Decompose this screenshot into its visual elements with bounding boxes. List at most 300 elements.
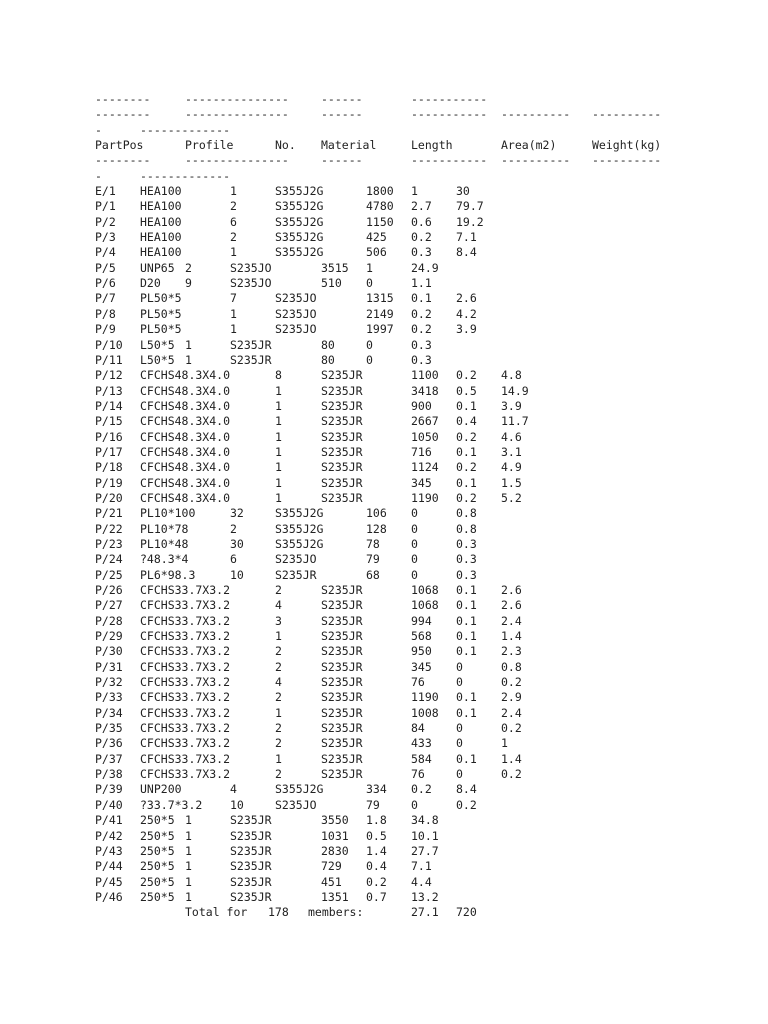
cell-material: S235JR bbox=[321, 383, 363, 398]
cell-length: 716 bbox=[411, 444, 432, 459]
cell-profile: CFCHS33.7X3.2 bbox=[140, 613, 231, 628]
header-area: Area(m2) bbox=[501, 138, 557, 153]
cell-weight: 4.9 bbox=[501, 460, 522, 475]
table-row bbox=[95, 660, 768, 675]
table-row bbox=[95, 184, 768, 199]
cell-profile: 250*5 bbox=[140, 859, 175, 874]
cell-part-pos: P/4 bbox=[95, 245, 116, 260]
cell-part-pos: P/5 bbox=[95, 260, 116, 275]
cell-material: S355J2G bbox=[275, 230, 324, 245]
cell-material: S235JR bbox=[230, 828, 272, 843]
cell-profile: CFCHS33.7X3.2 bbox=[140, 721, 231, 736]
cell-profile: PL10*48 bbox=[140, 536, 189, 551]
cell-area: 0 bbox=[411, 567, 418, 582]
cell-length: 345 bbox=[411, 475, 432, 490]
cell-weight: 0.3 bbox=[456, 567, 477, 582]
cell-quantity: 9 bbox=[185, 276, 192, 291]
cell-quantity: 1 bbox=[275, 383, 282, 398]
cell-part-pos: P/15 bbox=[95, 414, 123, 429]
total-line bbox=[95, 905, 768, 920]
cell-material: S235JR bbox=[321, 598, 363, 613]
cell-length: 451 bbox=[321, 874, 342, 889]
table-row bbox=[95, 291, 768, 306]
cell-material: S355J2G bbox=[275, 214, 324, 229]
cell-weight: 24.9 bbox=[411, 260, 439, 275]
cell-quantity: 2 bbox=[275, 736, 282, 751]
cell-quantity: 1 bbox=[275, 444, 282, 459]
cell-area: 1 bbox=[411, 184, 418, 199]
cell-length: 1351 bbox=[321, 889, 349, 904]
cell-material: S235JR bbox=[321, 675, 363, 690]
cell-material: S235JR bbox=[321, 659, 363, 674]
cell-length: 79 bbox=[366, 797, 380, 812]
cell-quantity: 1 bbox=[185, 828, 192, 843]
table-row bbox=[95, 721, 768, 736]
cell-weight: 0.8 bbox=[456, 521, 477, 536]
cell-material: S355J2G bbox=[275, 199, 324, 214]
rule-segment: --------------- bbox=[185, 107, 289, 122]
total-label: Total for bbox=[185, 905, 248, 920]
cell-profile: CFCHS48.3X4.0 bbox=[140, 383, 231, 398]
rule-segment: ---------- bbox=[592, 107, 662, 122]
header-rule-1 bbox=[95, 92, 768, 107]
header-weight: Weight(kg) bbox=[592, 138, 662, 153]
cell-length: 3550 bbox=[321, 813, 349, 828]
cell-material: S235JR bbox=[321, 705, 363, 720]
cell-weight: 2.3 bbox=[501, 644, 522, 659]
cell-profile: HEA100 bbox=[140, 245, 182, 260]
table-row bbox=[95, 245, 768, 260]
cell-part-pos: P/31 bbox=[95, 659, 123, 674]
header-rule-2-wrap bbox=[95, 123, 768, 138]
cell-length: 334 bbox=[366, 782, 387, 797]
cell-quantity: 2 bbox=[185, 260, 192, 275]
cell-material: S235JR bbox=[321, 751, 363, 766]
cell-profile: 250*5 bbox=[140, 813, 175, 828]
cell-length: 1100 bbox=[411, 368, 439, 383]
cell-profile: 250*5 bbox=[140, 828, 175, 843]
cell-area: 0.1 bbox=[456, 475, 477, 490]
cell-profile: CFCHS48.3X4.0 bbox=[140, 460, 231, 475]
cell-length: 1008 bbox=[411, 705, 439, 720]
table-row bbox=[95, 690, 768, 705]
rule-segment: --------------- bbox=[185, 92, 289, 106]
cell-material: S235JR bbox=[275, 567, 317, 582]
cell-quantity: 1 bbox=[185, 337, 192, 352]
cell-material: S355J2G bbox=[275, 184, 324, 199]
cell-quantity: 10 bbox=[230, 567, 244, 582]
cell-area: 0.1 bbox=[456, 598, 477, 613]
cell-profile: UNP200 bbox=[140, 782, 182, 797]
cell-material: S235JR bbox=[230, 843, 272, 858]
table-row bbox=[95, 675, 768, 690]
cell-quantity: 1 bbox=[185, 352, 192, 367]
cell-profile: CFCHS33.7X3.2 bbox=[140, 736, 231, 751]
cell-quantity: 2 bbox=[275, 767, 282, 782]
cell-length: 584 bbox=[411, 751, 432, 766]
cell-area: 0.1 bbox=[411, 291, 432, 306]
cell-part-pos: P/39 bbox=[95, 782, 123, 797]
rule-segment: -------- bbox=[95, 107, 151, 122]
header-number: No. bbox=[275, 138, 296, 153]
cell-area: 0.3 bbox=[411, 245, 432, 260]
cell-length: 1190 bbox=[411, 690, 439, 705]
cell-profile: CFCHS33.7X3.2 bbox=[140, 644, 231, 659]
cell-length: 76 bbox=[411, 767, 425, 782]
rule-segment: ------------- bbox=[140, 122, 231, 137]
cell-material: S235JO bbox=[275, 306, 317, 321]
rule-segment: ------ bbox=[321, 107, 363, 122]
cell-weight: 79.7 bbox=[456, 199, 484, 214]
cell-profile: CFCHS48.3X4.0 bbox=[140, 475, 231, 490]
cell-part-pos: P/13 bbox=[95, 383, 123, 398]
cell-weight: 1 bbox=[501, 736, 508, 751]
cell-quantity: 2 bbox=[275, 659, 282, 674]
cell-part-pos: P/40 bbox=[95, 797, 123, 812]
cell-area: 0 bbox=[411, 536, 418, 551]
cell-weight: 1.4 bbox=[501, 629, 522, 644]
cell-length: 80 bbox=[321, 352, 335, 367]
cell-quantity: 2 bbox=[275, 583, 282, 597]
cell-weight: 0.2 bbox=[501, 675, 522, 690]
cell-weight: 0.3 bbox=[411, 352, 432, 367]
cell-part-pos: P/20 bbox=[95, 490, 123, 505]
header-rule-2 bbox=[95, 107, 768, 122]
cell-area: 0.1 bbox=[456, 583, 477, 597]
cell-quantity: 1 bbox=[185, 843, 192, 858]
cell-length: 1068 bbox=[411, 583, 439, 597]
cell-profile: PL50*5 bbox=[140, 306, 182, 321]
cell-part-pos: P/30 bbox=[95, 644, 123, 659]
cell-part-pos: P/12 bbox=[95, 368, 123, 383]
cell-part-pos: P/7 bbox=[95, 291, 116, 306]
cell-area: 2.7 bbox=[411, 199, 432, 214]
rule-segment: ----------- bbox=[411, 107, 488, 122]
cell-area: 0.2 bbox=[411, 306, 432, 321]
cell-weight: 0.2 bbox=[501, 767, 522, 782]
cell-weight: 4.6 bbox=[501, 429, 522, 444]
table-row bbox=[95, 445, 768, 460]
cell-profile: PL10*78 bbox=[140, 521, 189, 536]
table-row bbox=[95, 859, 768, 874]
cell-quantity: 1 bbox=[275, 429, 282, 444]
cell-area: 0.1 bbox=[456, 705, 477, 720]
cell-quantity: 7 bbox=[230, 291, 237, 306]
cell-profile: 250*5 bbox=[140, 843, 175, 858]
cell-length: 68 bbox=[366, 567, 380, 582]
table-row bbox=[95, 782, 768, 797]
table-row bbox=[95, 552, 768, 567]
cell-area: 1.4 bbox=[366, 843, 387, 858]
table-row bbox=[95, 430, 768, 445]
cell-area: 0 bbox=[456, 736, 463, 751]
cell-part-pos: P/26 bbox=[95, 583, 123, 597]
cell-material: S235JR bbox=[321, 583, 363, 597]
total-count: 178 bbox=[268, 905, 289, 920]
cell-weight: 7.1 bbox=[411, 859, 432, 874]
cell-area: 0 bbox=[411, 506, 418, 521]
cell-length: 900 bbox=[411, 398, 432, 413]
table-row bbox=[95, 322, 768, 337]
cell-material: S355J2G bbox=[275, 536, 324, 551]
cell-quantity: 1 bbox=[275, 751, 282, 766]
cell-part-pos: P/18 bbox=[95, 460, 123, 475]
table-row bbox=[95, 875, 768, 890]
cell-part-pos: P/11 bbox=[95, 352, 123, 367]
table-row bbox=[95, 338, 768, 353]
cell-area: 0.2 bbox=[456, 368, 477, 383]
cell-part-pos: P/28 bbox=[95, 613, 123, 628]
cell-quantity: 1 bbox=[185, 859, 192, 874]
cell-area: 0.2 bbox=[366, 874, 387, 889]
cell-weight: 1.1 bbox=[411, 276, 432, 291]
cell-profile: L50*5 bbox=[140, 352, 175, 367]
cell-area: 0 bbox=[366, 337, 373, 352]
cell-profile: HEA100 bbox=[140, 199, 182, 214]
rule-segment: ----------- bbox=[411, 153, 488, 168]
cell-quantity: 1 bbox=[275, 460, 282, 475]
cell-weight: 0.3 bbox=[456, 552, 477, 567]
cell-length: 78 bbox=[366, 536, 380, 551]
cell-part-pos: P/34 bbox=[95, 705, 123, 720]
cell-length: 106 bbox=[366, 506, 387, 521]
rule-segment: - bbox=[95, 122, 102, 137]
header-rule-3-wrap bbox=[95, 169, 768, 184]
cell-length: 1050 bbox=[411, 429, 439, 444]
table-row bbox=[95, 522, 768, 537]
cell-material: S235JR bbox=[230, 337, 272, 352]
cell-area: 0 bbox=[456, 675, 463, 690]
cell-part-pos: P/23 bbox=[95, 536, 123, 551]
header-partpos: PartPos bbox=[95, 138, 144, 153]
cell-area: 0.1 bbox=[456, 751, 477, 766]
table-row bbox=[95, 644, 768, 659]
member-rows bbox=[95, 184, 768, 905]
cell-weight: 34.8 bbox=[411, 813, 439, 828]
cell-material: S235JR bbox=[321, 490, 363, 505]
cell-profile: 250*5 bbox=[140, 874, 175, 889]
cell-quantity: 1 bbox=[230, 245, 237, 260]
cell-profile: L50*5 bbox=[140, 337, 175, 352]
cell-material: S235JR bbox=[321, 475, 363, 490]
cell-area: 0.2 bbox=[411, 230, 432, 245]
cell-quantity: 2 bbox=[230, 199, 237, 214]
cell-length: 3418 bbox=[411, 383, 439, 398]
cell-weight: 7.1 bbox=[456, 230, 477, 245]
cell-material: S235JR bbox=[321, 414, 363, 429]
cell-quantity: 1 bbox=[185, 813, 192, 828]
cell-profile: HEA100 bbox=[140, 214, 182, 229]
cell-part-pos: P/8 bbox=[95, 306, 116, 321]
cell-area: 0 bbox=[411, 797, 418, 812]
cell-weight: 2.4 bbox=[501, 705, 522, 720]
cell-profile: PL6*98.3 bbox=[140, 567, 196, 582]
table-row bbox=[95, 736, 768, 751]
cell-length: 1150 bbox=[366, 214, 394, 229]
column-headers bbox=[95, 138, 768, 153]
cell-weight: 2.9 bbox=[501, 690, 522, 705]
cell-weight: 10.1 bbox=[411, 828, 439, 843]
cell-quantity: 1 bbox=[230, 306, 237, 321]
cell-area: 0.5 bbox=[366, 828, 387, 843]
cell-profile: CFCHS48.3X4.0 bbox=[140, 429, 231, 444]
cell-part-pos: P/32 bbox=[95, 675, 123, 690]
cell-material: S235JR bbox=[230, 813, 272, 828]
cell-part-pos: P/3 bbox=[95, 230, 116, 245]
cell-material: S235JR bbox=[230, 874, 272, 889]
cell-profile: ?48.3*4 bbox=[140, 552, 189, 567]
cell-part-pos: P/29 bbox=[95, 629, 123, 644]
cell-area: 0 bbox=[411, 552, 418, 567]
cell-area: 0.1 bbox=[456, 644, 477, 659]
cell-material: S235JO bbox=[275, 322, 317, 337]
cell-quantity: 2 bbox=[275, 690, 282, 705]
cell-part-pos: P/41 bbox=[95, 813, 123, 828]
cell-length: 1190 bbox=[411, 490, 439, 505]
cell-material: S355J2G bbox=[275, 521, 324, 536]
cell-length: 2830 bbox=[321, 843, 349, 858]
cell-area: 1 bbox=[366, 260, 373, 275]
cell-part-pos: P/33 bbox=[95, 690, 123, 705]
cell-length: 506 bbox=[366, 245, 387, 260]
cell-part-pos: P/42 bbox=[95, 828, 123, 843]
cell-material: S235JR bbox=[321, 398, 363, 413]
cell-profile: CFCHS48.3X4.0 bbox=[140, 444, 231, 459]
cell-profile: HEA100 bbox=[140, 184, 182, 199]
table-row bbox=[95, 261, 768, 276]
table-row bbox=[95, 706, 768, 721]
table-row bbox=[95, 384, 768, 399]
table-row bbox=[95, 476, 768, 491]
rule-segment: ----------- bbox=[411, 92, 488, 106]
cell-area: 0 bbox=[366, 352, 373, 367]
cell-quantity: 30 bbox=[230, 536, 244, 551]
cell-quantity: 1 bbox=[275, 414, 282, 429]
table-row bbox=[95, 583, 768, 598]
rule-segment: ---------- bbox=[501, 153, 571, 168]
cell-material: S235JR bbox=[321, 444, 363, 459]
table-row bbox=[95, 491, 768, 506]
cell-part-pos: P/35 bbox=[95, 721, 123, 736]
cell-length: 950 bbox=[411, 644, 432, 659]
cell-quantity: 2 bbox=[275, 644, 282, 659]
cell-profile: PL10*100 bbox=[140, 506, 196, 521]
rule-segment: --------------- bbox=[185, 153, 289, 168]
cell-length: 994 bbox=[411, 613, 432, 628]
cell-part-pos: P/46 bbox=[95, 889, 123, 904]
cell-weight: 2.6 bbox=[501, 598, 522, 613]
cell-part-pos: P/14 bbox=[95, 398, 123, 413]
table-row bbox=[95, 598, 768, 613]
cell-quantity: 4 bbox=[230, 782, 237, 797]
cell-part-pos: P/25 bbox=[95, 567, 123, 582]
cell-weight: 0.2 bbox=[456, 797, 477, 812]
cell-weight: 1.4 bbox=[501, 751, 522, 766]
cell-material: S235JR bbox=[321, 613, 363, 628]
cell-material: S235JR bbox=[321, 767, 363, 782]
cell-profile: CFCHS48.3X4.0 bbox=[140, 368, 231, 383]
cell-part-pos: P/17 bbox=[95, 444, 123, 459]
cell-length: 345 bbox=[411, 659, 432, 674]
cell-quantity: 10 bbox=[230, 797, 244, 812]
table-row bbox=[95, 368, 768, 383]
cell-area: 0.7 bbox=[366, 889, 387, 904]
cell-area: 0.2 bbox=[456, 429, 477, 444]
cell-quantity: 8 bbox=[275, 368, 282, 383]
cell-part-pos: P/9 bbox=[95, 322, 116, 337]
cell-part-pos: E/1 bbox=[95, 184, 116, 199]
cell-weight: 2.6 bbox=[456, 291, 477, 306]
cell-quantity: 2 bbox=[230, 230, 237, 245]
header-material: Material bbox=[321, 138, 377, 153]
cell-weight: 3.1 bbox=[501, 444, 522, 459]
cell-quantity: 1 bbox=[230, 184, 237, 199]
cell-weight: 0.3 bbox=[456, 536, 477, 551]
table-row bbox=[95, 568, 768, 583]
cell-part-pos: P/2 bbox=[95, 214, 116, 229]
cell-material: S235JR bbox=[321, 429, 363, 444]
cell-weight: 4.2 bbox=[456, 306, 477, 321]
cell-area: 0.1 bbox=[456, 444, 477, 459]
cell-profile: CFCHS33.7X3.2 bbox=[140, 690, 231, 705]
cell-material: S235JR bbox=[230, 889, 272, 904]
cell-area: 1.8 bbox=[366, 813, 387, 828]
cell-part-pos: P/19 bbox=[95, 475, 123, 490]
cell-material: S235JR bbox=[321, 690, 363, 705]
cell-length: 1068 bbox=[411, 598, 439, 613]
cell-material: S355J2G bbox=[275, 506, 324, 521]
cell-part-pos: P/21 bbox=[95, 506, 123, 521]
cell-profile: CFCHS48.3X4.0 bbox=[140, 398, 231, 413]
cell-material: S235JR bbox=[230, 859, 272, 874]
cell-area: 0.4 bbox=[366, 859, 387, 874]
cell-quantity: 1 bbox=[275, 490, 282, 505]
cell-length: 568 bbox=[411, 629, 432, 644]
cell-weight: 2.4 bbox=[501, 613, 522, 628]
cell-area: 0.2 bbox=[411, 782, 432, 797]
cell-quantity: 1 bbox=[185, 874, 192, 889]
cell-material: S235JR bbox=[321, 736, 363, 751]
cell-weight: 0.8 bbox=[501, 659, 522, 674]
cell-profile: CFCHS33.7X3.2 bbox=[140, 767, 231, 782]
table-row bbox=[95, 215, 768, 230]
cell-weight: 11.7 bbox=[501, 414, 529, 429]
cell-part-pos: P/44 bbox=[95, 859, 123, 874]
table-row bbox=[95, 399, 768, 414]
table-row bbox=[95, 276, 768, 291]
cell-part-pos: P/38 bbox=[95, 767, 123, 782]
cell-material: S235JR bbox=[321, 460, 363, 475]
cell-area: 0.1 bbox=[456, 613, 477, 628]
table-row bbox=[95, 829, 768, 844]
cell-profile: 250*5 bbox=[140, 889, 175, 904]
cell-part-pos: P/22 bbox=[95, 521, 123, 536]
cell-material: S235JO bbox=[230, 276, 272, 291]
cell-material: S235JO bbox=[230, 260, 272, 275]
cell-part-pos: P/1 bbox=[95, 199, 116, 214]
table-row bbox=[95, 844, 768, 859]
cell-weight: 0.8 bbox=[456, 506, 477, 521]
table-row bbox=[95, 752, 768, 767]
cell-quantity: 6 bbox=[230, 214, 237, 229]
cell-length: 1800 bbox=[366, 184, 394, 199]
cell-weight: 5.2 bbox=[501, 490, 522, 505]
cell-part-pos: P/43 bbox=[95, 843, 123, 858]
header-profile: Profile bbox=[185, 138, 234, 153]
cell-weight: 2.6 bbox=[501, 583, 522, 597]
cell-length: 2667 bbox=[411, 414, 439, 429]
cell-profile: CFCHS48.3X4.0 bbox=[140, 414, 231, 429]
